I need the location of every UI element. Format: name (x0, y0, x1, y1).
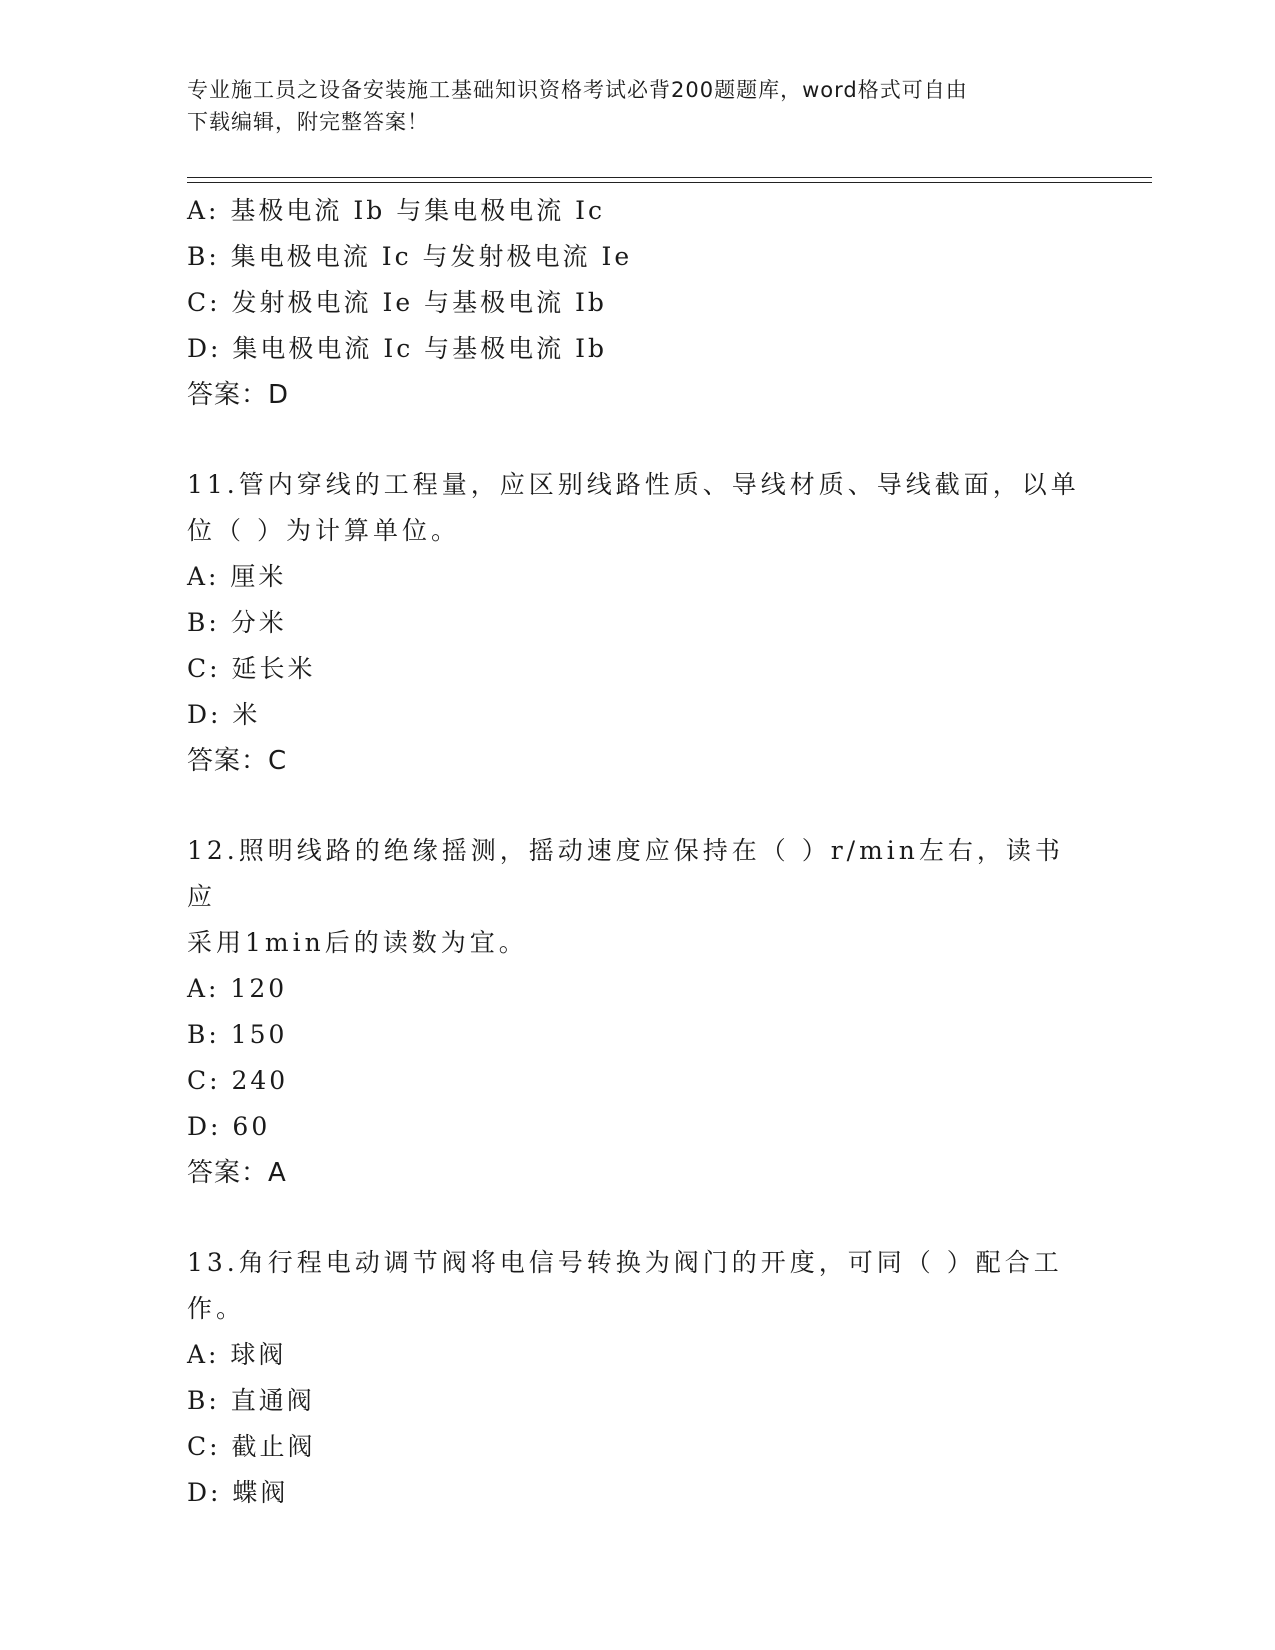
option-d: D: 集电极电流 Ic 与基极电流 Ib (187, 334, 608, 363)
option-c: C: 延长米 (187, 654, 316, 683)
header-line-2: 下载编辑，附完整答案！ (187, 110, 429, 134)
answer-10: 答案：D (187, 380, 290, 410)
header-line-1: 专业施工员之设备安装施工基础知识资格考试必背200题题库，word格式可自由 (187, 78, 968, 102)
answer-12: 答案：A (187, 1158, 287, 1188)
option-d: D: 蝶阀 (187, 1478, 289, 1507)
header-divider-top (187, 177, 1152, 178)
question-11-stem-line-2: 位（ ）为计算单位。 (187, 516, 460, 545)
option-a: A: 球阀 (187, 1340, 287, 1369)
question-10-options (187, 188, 1087, 372)
option-c: C: 发射极电流 Ie 与基极电流 Ib (187, 288, 607, 317)
option-d: D: 米 (187, 700, 261, 729)
spacer (187, 1196, 1087, 1240)
option-a: A: 120 (187, 974, 288, 1003)
option-b: B: 分米 (187, 608, 287, 637)
option-a: A: 基极电流 Ib 与集电极电流 Ic (187, 196, 606, 225)
answer-11: 答案：C (187, 746, 288, 776)
question-11 (187, 462, 1087, 784)
spacer (187, 418, 1087, 462)
question-content (187, 188, 1087, 1516)
option-b: B: 直通阀 (187, 1386, 315, 1415)
header-divider-bottom (187, 182, 1152, 183)
question-13 (187, 1240, 1087, 1516)
question-13-stem-line-1: 13.角行程电动调节阀将电信号转换为阀门的开度，可同（ ）配合工 (187, 1248, 1063, 1277)
question-12-stem-line-2: 采用1min后的读数为宜。 (187, 928, 528, 957)
option-a: A: 厘米 (187, 562, 287, 591)
question-13-stem-line-2: 作。 (187, 1294, 246, 1323)
option-c: C: 截止阀 (187, 1432, 316, 1461)
spacer (187, 784, 1087, 828)
page-header (187, 74, 1067, 138)
question-11-stem-line-1: 11.管内穿线的工程量，应区别线路性质、导线材质、导线截面，以单 (187, 470, 1080, 499)
option-d: D: 60 (187, 1112, 271, 1141)
question-12 (187, 828, 1087, 1196)
option-b: B: 集电极电流 Ic 与发射极电流 Ie (187, 242, 633, 271)
option-b: B: 150 (187, 1020, 288, 1049)
question-12-stem-line-1: 12.照明线路的绝缘摇测，摇动速度应保持在（ ）r/min左右，读书应 (187, 836, 1064, 911)
option-c: C: 240 (187, 1066, 289, 1095)
